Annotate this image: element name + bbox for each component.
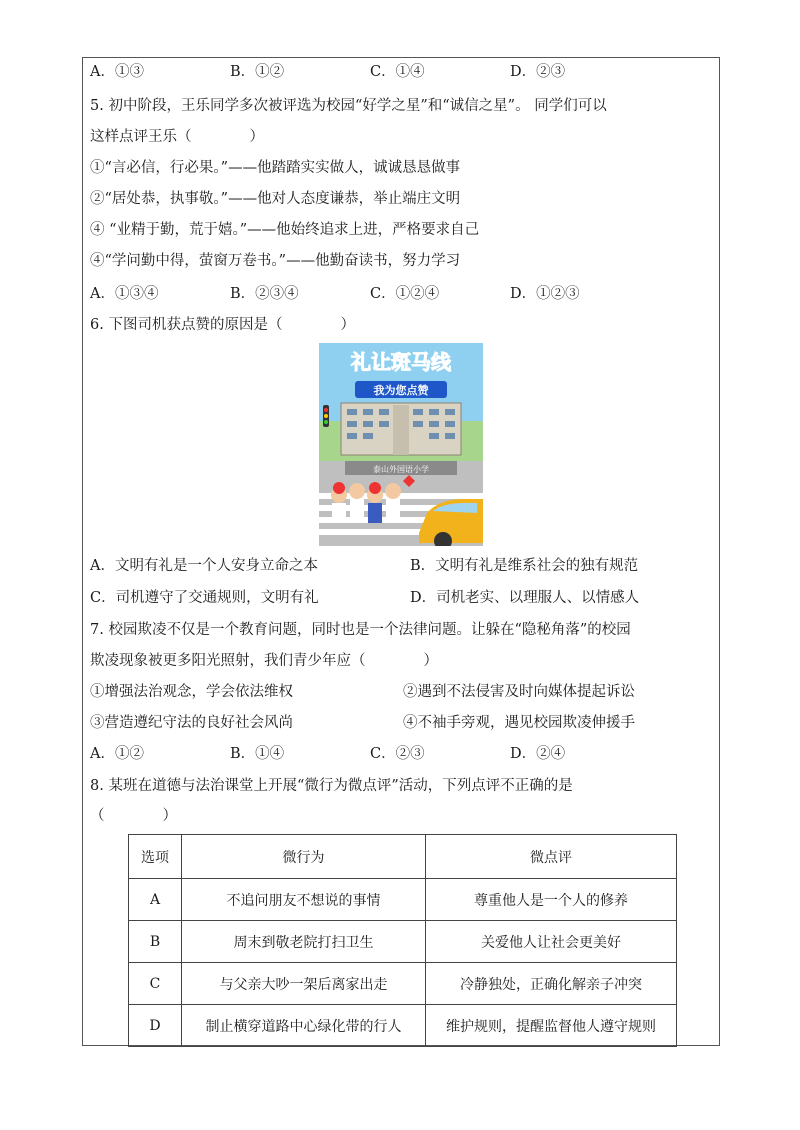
row-comment: 维护规则，提醒监督他人遵守规则	[426, 1005, 677, 1047]
table-header-row	[129, 835, 677, 879]
q7-option-c: C．②③	[370, 746, 425, 762]
q5-item-1: ①“言必信，行必果。”——他踏踏实实做人，诚诚恳恳做事	[90, 160, 461, 176]
q7-item-4: ④不袖手旁观，遇见校园欺凌伸援手	[403, 715, 635, 731]
q4-option-b: B．①②	[230, 64, 285, 80]
q5-option-c: C．①②④	[370, 286, 440, 302]
table-row	[129, 921, 677, 963]
q5-option-d: D．①②③	[510, 286, 580, 302]
q8-table	[128, 834, 677, 1047]
building-tower	[393, 405, 409, 455]
q6-option-a: A．文明有礼是一个人安身立命之本	[90, 558, 318, 574]
q4-option-a: A．①③	[90, 64, 144, 80]
poster-illustration	[319, 343, 483, 546]
q6-option-d: D．司机老实、以理服人、以情感人	[410, 590, 640, 606]
q5-option-b: B．②③④	[230, 286, 299, 302]
row-behavior: 不追问朋友不想说的事情	[182, 879, 426, 921]
q8-stem-line1: 8. 某班在道德与法治课堂上开展“微行为微点评”活动，下列点评不正确的是	[90, 778, 573, 794]
q7-option-b: B．①④	[230, 746, 285, 762]
poster-title: 礼让斑马线	[351, 350, 451, 374]
row-behavior: 与父亲大吵一架后离家出走	[182, 963, 426, 1005]
q5-item-3: ④ “业精于勤，荒于嬉。”——他始终追求上进，严格要求自己	[90, 222, 480, 238]
crosswalk-poster-image	[319, 343, 483, 546]
q6-stem: 6. 下图司机获点赞的原因是（ ）	[90, 317, 355, 333]
table-row	[129, 1005, 677, 1047]
poster-subtitle: 我为您点赞	[373, 384, 429, 397]
row-behavior: 制止横穿道路中心绿化带的行人	[182, 1005, 426, 1047]
q5-item-2: ②“居处恭，执事敬。”——他对人态度谦恭，举止端庄文明	[90, 191, 461, 207]
q4-option-d: D．②③	[510, 64, 566, 80]
q8-stem-line2: （ ）	[90, 808, 177, 824]
q7-stem-line1: 7. 校园欺凌不仅是一个教育问题，同时也是一个法律问题。让躲在“隐秘角落”的校园	[90, 622, 631, 638]
q5-stem-line1: 5. 初中阶段，王乐同学多次被评选为校园“好学之星”和“诚信之星”。 同学们可以	[90, 98, 607, 114]
row-comment: 冷静独处，正确化解亲子冲突	[426, 963, 677, 1005]
q7-option-d: D．②④	[510, 746, 566, 762]
q7-option-a: A．①②	[90, 746, 144, 762]
row-behavior: 周末到敬老院打扫卫生	[182, 921, 426, 963]
row-option: C	[129, 963, 182, 1005]
school-sign: 泰山外国语小学	[373, 465, 429, 474]
row-option: B	[129, 921, 182, 963]
q5-option-a: A．①③④	[90, 286, 159, 302]
q5-item-4: ④“学问勤中得，萤窗万卷书。”——他勤奋读书，努力学习	[90, 253, 461, 269]
row-option: D	[129, 1005, 182, 1047]
row-option: A	[129, 879, 182, 921]
table-row	[129, 963, 677, 1005]
q7-stem-line2: 欺凌现象被更多阳光照射，我们青少年应（ ）	[90, 653, 438, 669]
row-comment: 关爱他人让社会更美好	[426, 921, 677, 963]
q5-stem-line2: 这样点评王乐（ ）	[90, 129, 264, 145]
q7-item-1: ①增强法治观念，学会依法维权	[90, 684, 293, 700]
q7-item-2: ②遇到不法侵害及时向媒体提起诉讼	[403, 684, 635, 700]
header-comment: 微点评	[426, 835, 677, 879]
row-comment: 尊重他人是一个人的修养	[426, 879, 677, 921]
q6-option-c: C．司机遵守了交通规则，文明有礼	[90, 590, 319, 606]
table-row	[129, 879, 677, 921]
q6-option-b: B．文明有礼是维系社会的独有规范	[410, 558, 639, 574]
q7-item-3: ③营造遵纪守法的良好社会风尚	[90, 715, 293, 731]
q4-option-c: C．①④	[370, 64, 425, 80]
header-behavior: 微行为	[182, 835, 426, 879]
header-option: 选项	[129, 835, 182, 879]
